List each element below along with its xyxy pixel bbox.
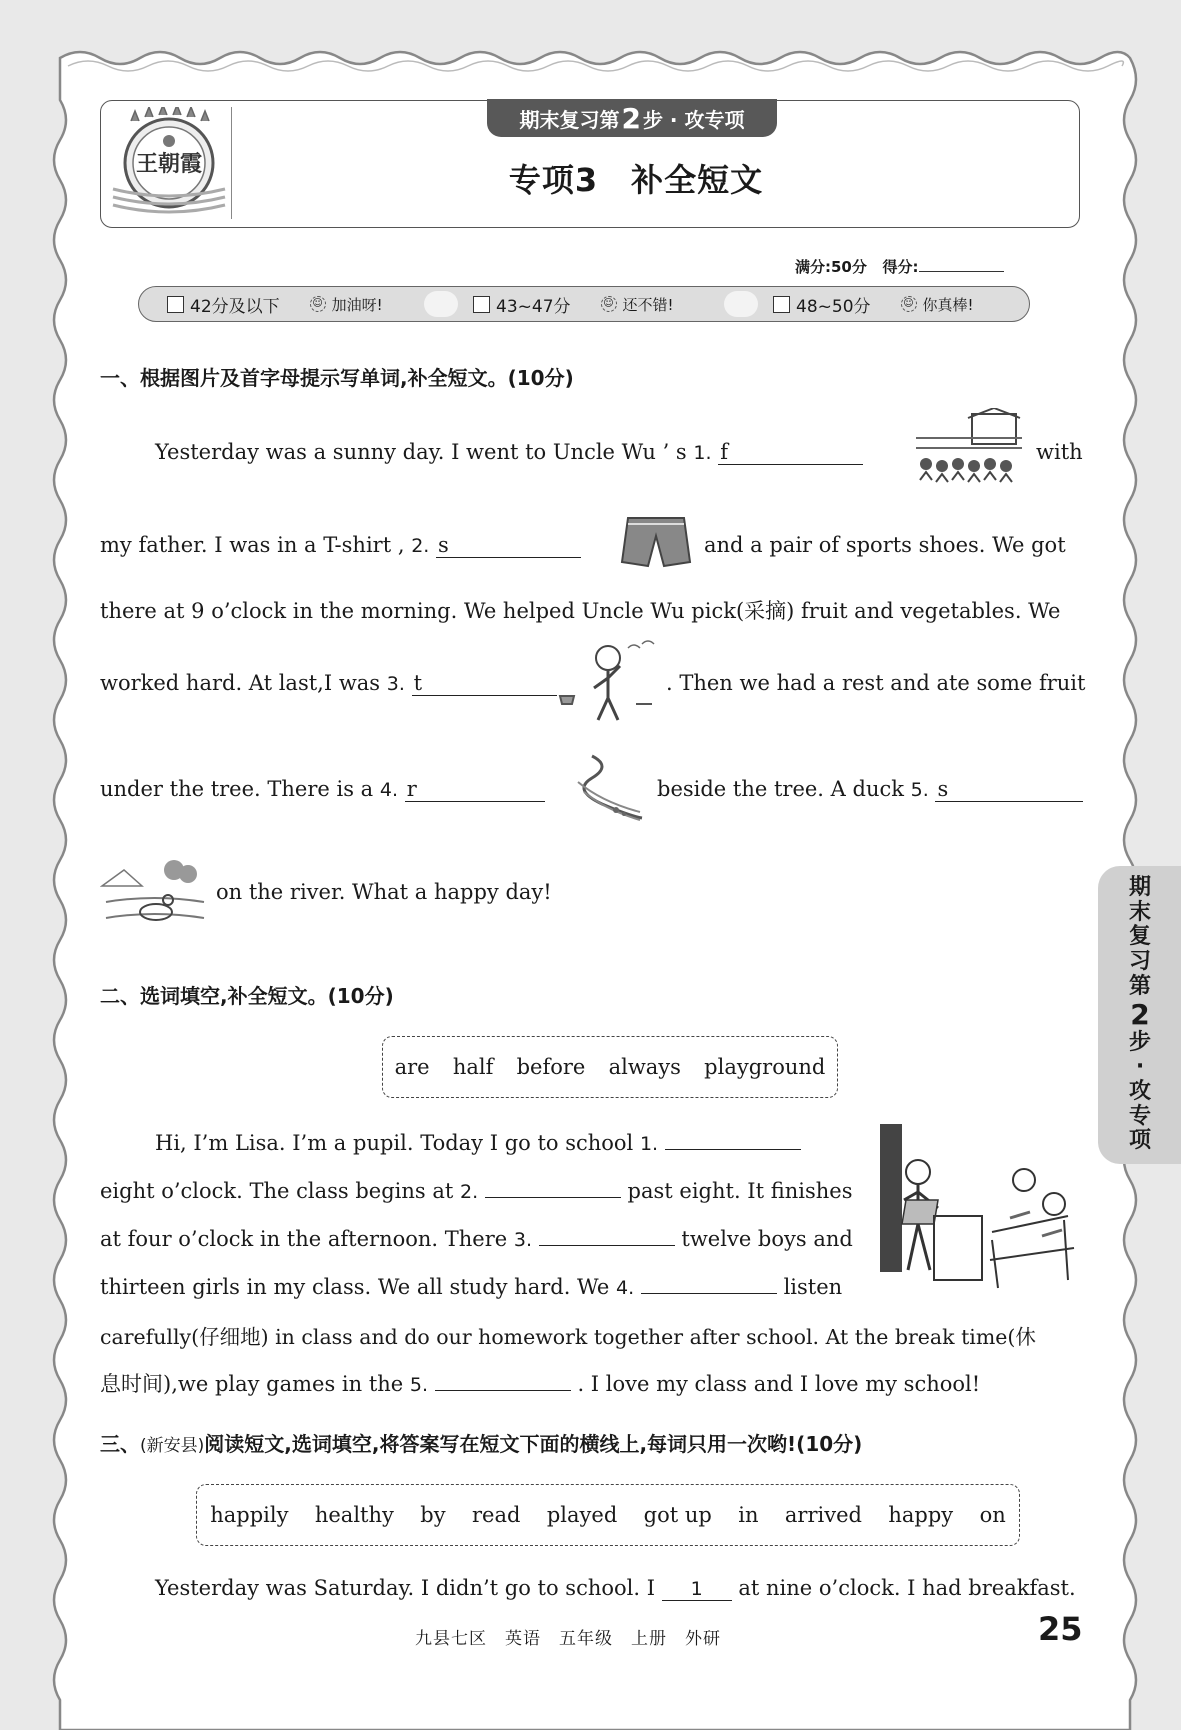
side-tab-char: 习 — [1128, 949, 1151, 975]
s2-text: Hi, I’m Lisa. I’m a pupil. Today I go to school — [155, 1131, 634, 1155]
s2-answer-blank-4[interactable] — [641, 1272, 777, 1294]
hint-letter: r — [406, 777, 417, 801]
s2-answer-blank-1[interactable] — [665, 1128, 801, 1150]
s1-text: under the tree. There is a — [100, 777, 374, 801]
tired-boy-picture — [556, 640, 662, 724]
hint-letter: f — [720, 440, 729, 464]
rating-separator — [724, 291, 758, 317]
side-tab — [1098, 866, 1181, 1164]
s2-line1 — [155, 1128, 801, 1155]
step-tab-number: 2 — [621, 101, 641, 135]
step-tab — [487, 99, 777, 137]
word-bank-3 — [196, 1484, 1020, 1546]
word-option: played — [546, 1503, 618, 1527]
section1-heading: 一、根据图片及首字母提示写单词,补全短文。(10分) — [100, 366, 574, 390]
blank-number: 2. — [411, 535, 430, 557]
hint-letter: s — [438, 533, 449, 557]
word-option: happily — [210, 1503, 289, 1527]
s2-answer-blank-2[interactable] — [485, 1176, 621, 1198]
word-option: got up — [643, 1503, 712, 1527]
word-option: always — [608, 1055, 681, 1079]
side-tab-char: 项 — [1128, 1128, 1151, 1154]
blank-number: 2. — [460, 1181, 479, 1203]
side-tab-char: 步 — [1128, 1029, 1151, 1055]
s2-line3 — [100, 1224, 853, 1251]
s2-text: twelve boys and — [681, 1227, 853, 1251]
section3-heading — [100, 1428, 862, 1457]
s2-text: . I love my class and I love my school! — [577, 1372, 981, 1396]
rating-range: 43~47分 — [496, 296, 571, 317]
s2-text: at four o’clock in the afternoon. There — [100, 1227, 508, 1251]
word-option: are — [394, 1055, 430, 1079]
side-tab-char: 攻 — [1128, 1078, 1151, 1104]
s2-line5: carefully(仔细地) in class and do our homework together after school. At the break time(休 — [100, 1325, 1036, 1349]
answer-blank-2[interactable] — [436, 533, 581, 558]
rating-option — [773, 291, 974, 317]
hint-letter: s — [937, 777, 949, 801]
s3-answer-blank-1[interactable] — [662, 1578, 732, 1601]
s1-line4a — [100, 671, 557, 696]
s1-text: Yesterday was a sunny day. I went to Uncle Wu ’ s — [155, 440, 687, 464]
s3-line1 — [155, 1576, 1076, 1601]
word-option: on — [979, 1503, 1006, 1527]
score-line — [795, 256, 1004, 277]
side-tab-char: 期 — [1128, 875, 1151, 901]
word-option: before — [516, 1055, 586, 1079]
s2-answer-blank-3[interactable] — [539, 1224, 675, 1246]
page-number: 25 — [1038, 1610, 1083, 1648]
s1-text: there at 9 o’clock in the morning. We helped Uncle Wu pick(采摘) fruit and vegetables. We — [100, 599, 1061, 623]
s2-text: thirteen girls in my class. We all study hard. We — [100, 1275, 610, 1299]
score-input[interactable] — [919, 258, 1004, 272]
blank-number: 1. — [693, 442, 712, 464]
s2-answer-blank-5[interactable] — [435, 1369, 571, 1391]
answer-blank-3[interactable] — [412, 671, 557, 696]
hint-letter: t — [413, 671, 423, 695]
s2-line2 — [100, 1176, 852, 1203]
s2-line4 — [100, 1272, 842, 1299]
classroom-picture — [878, 1120, 1076, 1292]
section3-number: 三、 — [100, 1432, 140, 1456]
side-tab-char: 末 — [1128, 899, 1151, 925]
s2-text: listen — [783, 1275, 843, 1299]
s1-text: beside the tree. A duck — [657, 777, 904, 801]
s1-line5a — [100, 777, 545, 802]
smiley-icon: ☺ — [901, 296, 917, 312]
page-title: 专项3 补全短文 — [508, 161, 764, 199]
section3-instruction: 阅读短文,选词填空,将答案写在短文下面的横线上,每词只用一次哟!(10分) — [204, 1432, 863, 1456]
word-option: half — [452, 1055, 494, 1079]
s1-line4b: . Then we had a rest and ate some fruit — [666, 671, 1086, 695]
footer: 九县七区 英语 五年级 上册 外研 — [415, 1629, 721, 1649]
svg-text:王朝霞: 王朝霞 — [135, 151, 203, 177]
word-option: healthy — [314, 1503, 394, 1527]
s2-text: past eight. It finishes — [627, 1179, 853, 1203]
word-option: arrived — [784, 1503, 862, 1527]
s2-line6 — [100, 1368, 980, 1398]
smiley-icon: ☺ — [601, 296, 617, 312]
smiley-icon: ☺ — [310, 296, 326, 312]
rating-cheer: 还不错! — [622, 295, 674, 314]
duck-swimming-picture — [100, 858, 206, 932]
s1-line1-tail: with — [1036, 440, 1083, 464]
rating-bar — [138, 286, 1030, 322]
side-tab-char: · — [1135, 1054, 1145, 1080]
s1-line5b — [657, 777, 1083, 802]
s1-line2a — [100, 533, 581, 558]
word-option: read — [472, 1503, 521, 1527]
side-tab-char: 第 — [1128, 973, 1151, 999]
rating-checkbox[interactable] — [773, 296, 790, 313]
rating-checkbox[interactable] — [167, 296, 184, 313]
s1-line3 — [100, 595, 1080, 625]
rating-option — [167, 291, 383, 317]
score-label: 得分: — [882, 258, 919, 276]
s1-line6: on the river. What a happy day! — [216, 880, 552, 904]
rating-cheer: 你真棒! — [922, 295, 974, 314]
word-option: by — [420, 1503, 446, 1527]
step-tab-suffix: 步 · 攻专项 — [642, 107, 745, 132]
s3-text: Yesterday was Saturday. I didn’t go to school. I — [155, 1576, 656, 1600]
s1-line2b: and a pair of sports shoes. We got — [704, 533, 1066, 557]
word-bank-2 — [382, 1036, 838, 1098]
side-tab-char: 2 — [1130, 998, 1150, 1032]
rating-range: 42分及以下 — [190, 296, 280, 317]
blank-number: 3. — [386, 673, 405, 695]
river-picture — [572, 752, 648, 828]
rating-range: 48~50分 — [796, 296, 871, 317]
word-option: in — [738, 1503, 759, 1527]
shorts-picture — [620, 514, 692, 572]
s1-text: my father. I was in a T-shirt , — [100, 533, 405, 557]
answer-blank-1[interactable] — [718, 440, 863, 465]
full-score: 满分:50分 — [795, 258, 867, 276]
blank-number: 5. — [910, 779, 929, 801]
s1-text: worked hard. At last,I was — [100, 671, 381, 695]
region-tag: (新安县) — [140, 1436, 205, 1456]
header-box — [100, 100, 1080, 228]
answer-blank-4[interactable] — [405, 777, 545, 802]
side-tab-char: 复 — [1128, 924, 1151, 950]
brand-logo-emblem — [109, 107, 229, 217]
blank-number: 4. — [616, 1277, 635, 1299]
blank-number: 1 — [690, 1578, 703, 1600]
s1-line1 — [155, 440, 863, 465]
s3-text: at nine o’clock. I had breakfast. — [738, 1576, 1076, 1600]
rating-cheer: 加油呀! — [331, 295, 383, 314]
s2-text: eight o’clock. The class begins at — [100, 1179, 454, 1203]
rating-checkbox[interactable] — [473, 296, 490, 313]
farm-picture — [912, 408, 1026, 494]
section2-heading: 二、选词填空,补全短文。(10分) — [100, 984, 394, 1008]
word-option: happy — [888, 1503, 954, 1527]
side-tab-char: 专 — [1128, 1103, 1151, 1129]
answer-blank-5[interactable] — [935, 777, 1083, 802]
blank-number: 3. — [513, 1229, 533, 1251]
word-option: playground — [704, 1055, 826, 1079]
rating-separator — [424, 291, 458, 317]
rating-option — [473, 291, 674, 317]
s2-text: 息时间),we play games in the — [100, 1372, 404, 1396]
blank-number: 5. — [409, 1374, 429, 1396]
blank-number: 4. — [379, 779, 399, 801]
blank-number: 1. — [639, 1133, 659, 1155]
logo-divider — [231, 107, 232, 219]
step-tab-prefix: 期末复习第 — [519, 107, 620, 132]
